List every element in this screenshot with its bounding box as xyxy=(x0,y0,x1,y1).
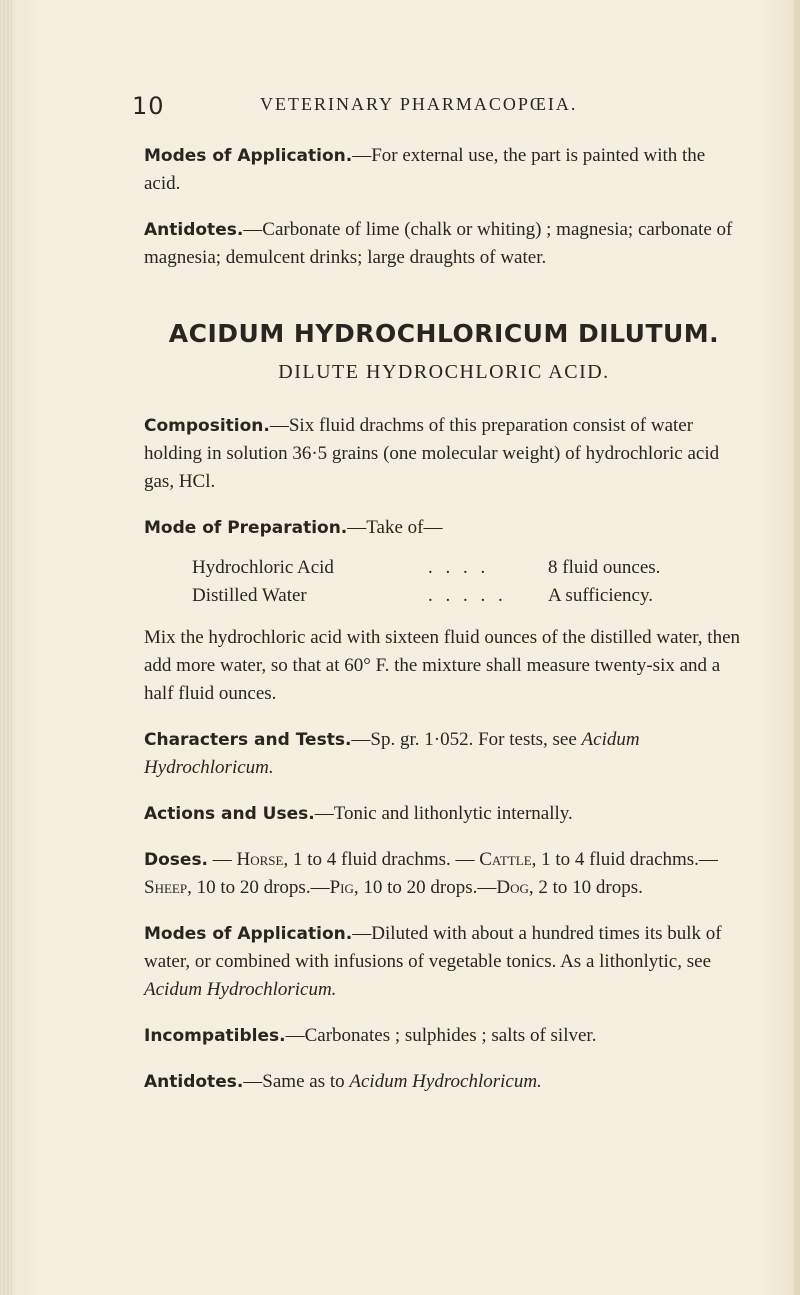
section-label: Characters and Tests. xyxy=(144,730,352,750)
composition-paragraph xyxy=(144,412,744,496)
animal-name: Horse xyxy=(236,849,284,870)
modes-of-application-paragraph-2 xyxy=(144,920,744,1004)
leader-dots: . . . . . xyxy=(428,585,507,606)
ingredient-quantity: 8 fluid ounces. xyxy=(548,557,661,578)
paragraph-text: —Sp. gr. 1·052. For tests, see xyxy=(351,729,582,750)
page-right-edge xyxy=(794,0,800,1295)
ingredient-row xyxy=(192,582,744,610)
characters-paragraph xyxy=(144,726,744,782)
ingredient-row xyxy=(192,554,744,582)
method-paragraph: Mix the hydrochloric acid with sixteen fluid ounces of the distilled water, then add more water, so that at 60° F. the mixture shall measure twenty-six and a half fluid ounces. xyxy=(144,627,741,704)
ingredient-name: Hydrochloric Acid xyxy=(192,557,334,578)
actions-paragraph xyxy=(144,800,744,828)
paragraph-text: —Carbonates ; sulphides ; salts of silver. xyxy=(285,1025,597,1046)
dose-amount: , 10 to 20 drops.— xyxy=(187,877,330,898)
page-number: 10 xyxy=(132,92,165,120)
ingredient-quantity: A sufficiency. xyxy=(548,585,654,606)
cross-reference: Acidum Hydrochloricum. xyxy=(349,1071,542,1092)
cross-reference: Acidum Hydrochloricum. xyxy=(144,729,640,778)
cross-reference: Acidum Hydrochloricum. xyxy=(144,979,337,1000)
incompatibles-paragraph xyxy=(144,1022,744,1050)
section-label: Modes of Application. xyxy=(144,146,353,166)
animal-name: Sheep xyxy=(144,877,188,898)
animal-name: Cattle xyxy=(479,849,532,870)
dose-amount: , 1 to 4 fluid drachms. — xyxy=(283,849,480,870)
page-body xyxy=(144,142,744,1114)
preparation-paragraph xyxy=(144,514,744,542)
paragraph-text: —Take of— xyxy=(347,517,443,538)
section-label: Composition. xyxy=(144,416,270,436)
paragraph-text: —Same as to xyxy=(243,1071,350,1092)
doses-paragraph xyxy=(144,846,744,902)
section-label: Incompatibles. xyxy=(144,1026,286,1046)
modes-of-application-paragraph xyxy=(144,142,744,198)
page-header xyxy=(132,92,772,122)
section-label: Actions and Uses. xyxy=(144,804,315,824)
paragraph-text: —For external use, the part is painted with the acid. xyxy=(144,145,706,194)
antidotes-paragraph-2 xyxy=(144,1068,744,1096)
page-binding-edge xyxy=(0,0,12,1295)
running-title: VETERINARY PHARMACOPŒIA. xyxy=(260,94,578,114)
dose-amount: , 10 to 20 drops.— xyxy=(353,877,497,898)
dose-amount: , 1 to 4 fluid drachms.— xyxy=(531,849,718,870)
entry-title: ACIDUM HYDROCHLORICUM DILUTUM. xyxy=(168,319,720,348)
dose-separator: — xyxy=(208,849,237,870)
section-label: Antidotes. xyxy=(144,1072,244,1092)
paragraph-text: —Carbonate of lime (chalk or whiting) ; magnesia; carbonate of magnesia; demulcent drinks; large draughts of water. xyxy=(144,219,733,268)
paragraph-text: —Tonic and lithonlytic internally. xyxy=(314,803,573,824)
paragraph-text: —Six fluid drachms of this preparation consist of water holding in solution 36·5 grains (one molecular weight) of hydrochloric acid gas, HCl. xyxy=(144,415,720,492)
ingredient-name: Distilled Water xyxy=(192,585,307,606)
animal-name: Pig xyxy=(329,877,354,898)
leader-dots: . . . . xyxy=(428,557,490,578)
antidotes-paragraph xyxy=(144,216,744,272)
section-label: Modes of Application. xyxy=(144,924,353,944)
section-label: Doses. xyxy=(144,850,209,870)
section-label: Antidotes. xyxy=(144,220,244,240)
entry-subtitle: DILUTE HYDROCHLORIC ACID. xyxy=(278,361,610,383)
section-label: Mode of Preparation. xyxy=(144,518,348,538)
dose-amount: , 2 to 10 drops. xyxy=(528,877,643,898)
animal-name: Dog xyxy=(496,877,529,898)
paragraph-text: —Diluted with about a hundred times its bulk of water, or combined with infusions of vegetable tonics. As a lithonlytic, see xyxy=(144,923,722,972)
ingredient-list xyxy=(192,554,744,610)
